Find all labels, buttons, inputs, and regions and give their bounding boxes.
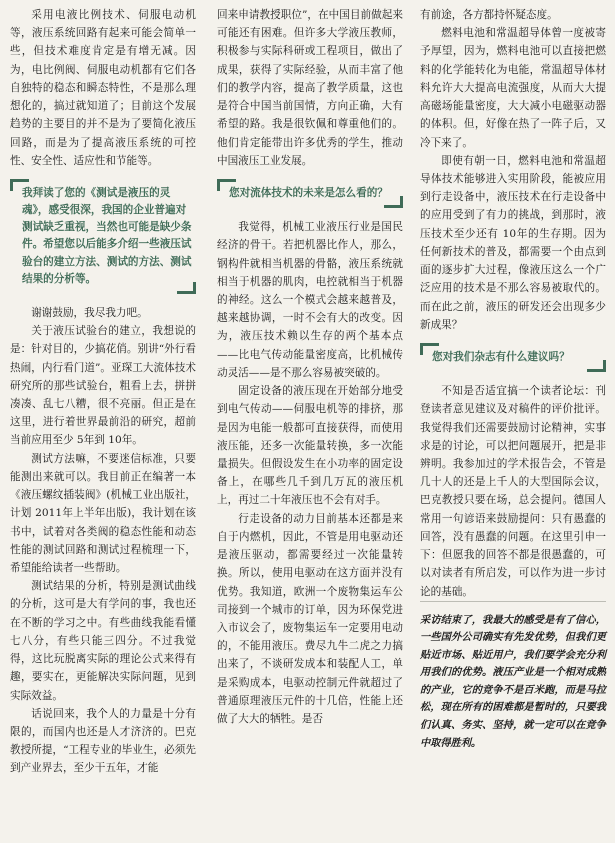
quote-corner-bottom-right [384, 196, 403, 208]
interview-question [217, 179, 403, 208]
column-middle [217, 6, 403, 728]
column-left [10, 6, 196, 778]
interview-question [420, 343, 606, 372]
quote-corner-top-left [420, 343, 439, 355]
answer-paragraph: 话说回来，我个人的力量是十分有限的，而国内也还是人才济济的。巴克教授所提，“工程专业的毕业生，必须先到产业界去，至少干五年，才能 [10, 707, 196, 775]
answer-paragraph: 燃料电池和常温超导体曾一度被寄予厚望，因为，燃料电池可以直接把燃料的化学能转化为电能，常温超导体材料允许大大提高电流强度，从而大大提高磁场能量密度，大大减小电磁驱动器的体积。但，好像在热了一阵子后，又冷下来了。 [420, 27, 606, 149]
answer-paragraph: 即使有朝一日，燃料电池和常温超导体技术能够进入实用阶段，能被应用到行走设备中，液压技术在行走设备中的应用受到了有力的挑战，到那时，液压技术至少还有 10年的生存期。因为任何新技术的普及，都需要一个由点到面的逐步扩大过程，像液压这么一个广泛应用的技术是不那么容易被取代的。而在此之前，液压的研发还会出现多少新成果？ [420, 154, 606, 331]
answer-paragraph: 谢谢鼓励，我尽我力吧。 [31, 306, 148, 319]
answer-paragraph: 测试结果的分析，特别是测试曲线的分析，这可是大有学问的事，我也还在不断的学习之中。有些曲线我能看懂七八分，有些只能三四分。不过我觉得，这比玩脱离实际的理论公式来得有趣，要实在，更能解决实际问题，见到实际效益。 [10, 580, 196, 702]
answer-paragraph: 测试方法嘛，不要迷信标准，只要能测出来就可以。我目前正在编著一本《液压螺纹插装阀》(机械工业出版社，计划 2011年上半年出版)，我计划在该书中，试着对各类阀的稳态性能和动态性能的测试回路和测试过程梳理一下，希望能给读者一些帮助。 [10, 452, 196, 574]
answer-paragraph: 我觉得，机械工业液压行业是国民经济的骨干。若把机器比作人，那么，钢构件就相当机器的骨骼，液压系统就相当于机器的肌肉，电控就相当于机器的神经。这么一个模式会越来越普及，越来越协调，一时不会有大的改变。因为，液压技术赖以生存的两个基本点——比电气传动能量密度高，比机械传动灵活——是不那么容易被突破的。 [217, 221, 403, 379]
closing-remark: 采访结束了，我最大的感受是有了信心，一些国外公司确实有先发优势，但我们更贴近市场、贴近用户，我们要学会充分利用我们的优势。液压产业是一个相对成熟的产业，它的竞争不是百米跑，而是马拉松，现在所有的困难都是暂时的，只要我们认真、务实、坚持，就一定可以在竞争中取得胜利。 [420, 601, 606, 752]
question-text: 我拜读了您的《测试是液压的灵魂》，感受很深，我国的企业普遍对测试缺乏重视，当然也可能是缺少条件。希望您以后能多介绍一些液压试验台的建立方法、测试的方法、测试结果的分析等。 [22, 186, 192, 285]
answer-paragraph: 不知是否适宜搞一个读者论坛：刊登读者意见建议及对稿件的评价批评。我觉得我们还需要鼓励讨论精神，实事求是的讨论，可以把问题展开，把是非辨明。我参加过的学术报告会，不管是几十人的还是上千人的大型国际会议，巴克教授只要在场，总会提问。德国人常用一句谚语来鼓励提问：只有愚蠢的回答，没有愚蠢的问题。在这里引申一下：但愿我的回答不都是很愚蠢的，可以对读者有所启发，可以作为进一步讨论的基础。 [420, 385, 606, 598]
column-right [420, 6, 606, 752]
quote-corner-bottom-right [587, 360, 606, 372]
answer-paragraph: 采用电液比例技术、伺服电动机等，液压系统回路有起来可能会简单一些，但技术难度肯定是有增无减。因为，电比例阀、伺服电动机都有它们各自独特的稳态和瞬态特性，不是那么理想化的，搞过就知道了；目前这个发展趋势的主要目的并不是为了要简化液压回路，而是为了提高液压系统的可控性、安全性、适应性和节能等。 [10, 9, 196, 167]
answer-paragraph: 关于液压试验台的建立，我想说的是：针对目的，少搞花俏。别讲“外行看热闹，内行看门道”。亚琛工大流体技术研究所的那些试验台，粗看上去，拼拼凑凑、乱七八糟，很不亮丽。但正是在这里，进行着世界最前沿的研究，超前当前应用至少 5年到 10年。 [10, 325, 196, 447]
question-text: 您对我们杂志有什么建议吗？ [432, 350, 570, 363]
interview-question [10, 179, 196, 294]
answer-paragraph: 行走设备的动力目前基本还都是来自于内燃机，因此，不管是用电驱动还是液压驱动，都需要经过一次能量转换。所以，使用电驱动在这方面并没有优势。我知道，欧洲一个废物集运车公司接到一个城市的订单，因为环保党进入市议会了，废物集运车一定要用电动的，不能用液压。费尽九牛二虎之力搞出来了，不谈研发成本和装配人工，单是采购成本，电驱动控制元件就超过了普通原理液压元件的十几倍，性能上还做了大大的牺牲。是否 [217, 512, 403, 726]
answer-paragraph-continued: 回来申请教授职位”，在中国目前做起来可能还有困难。但许多大学液压教师，积极参与实际科研或工程项目，做出了成果，获得了实际经验，从而丰富了他们的教学内容，提高了教学质量，这也是符合中国当前国情，方向正确，大有希望的路。我是很钦佩和尊重他们的。他们肯定能带出许多优秀的学生，推动中国液压工业发展。 [217, 9, 403, 167]
quote-corner-bottom-right [177, 282, 196, 294]
quote-corner-top-left [10, 179, 29, 191]
quote-corner-top-left [217, 179, 236, 191]
question-text: 您对流体技术的未来是怎么看的？ [229, 186, 388, 199]
answer-paragraph: 固定设备的液压现在开始部分地受到电气传动——伺服电机等的排挤，那是因为电能一般都可直接获得，而使用液压能，还多一次能量转换，多一次能量损失。但假设发生在小功率的固定设备上，在哪些几千到几万瓦的液压机上，再过二十年液压也不会有对手。 [217, 385, 403, 507]
answer-paragraph-continued: 有前途，各方都持怀疑态度。 [420, 9, 558, 21]
